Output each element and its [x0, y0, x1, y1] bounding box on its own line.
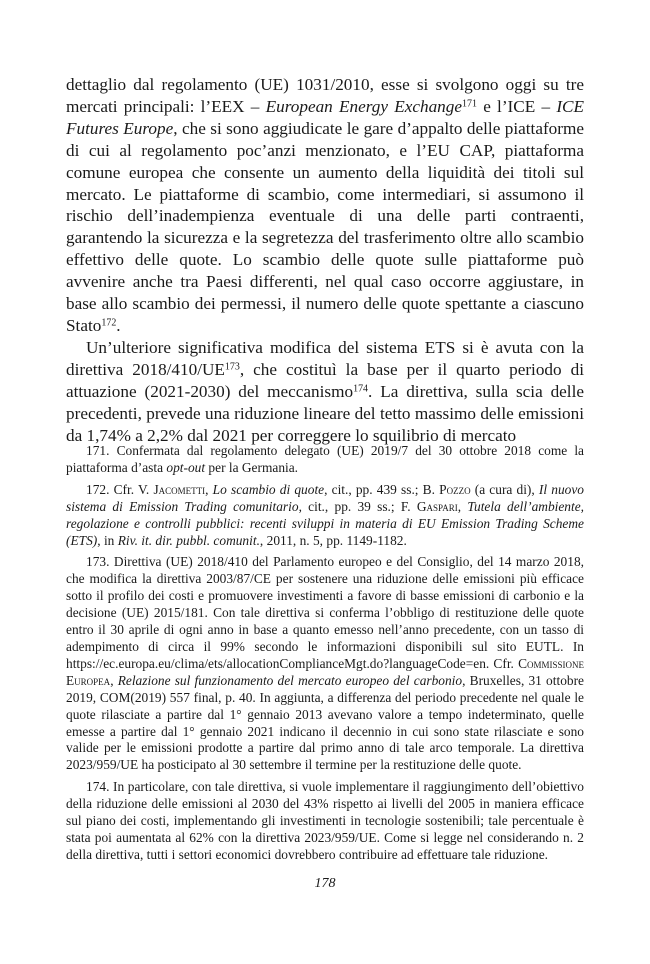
paragraph-2: Un’ulteriore significativa modifica del sistema ETS si è avuta con la direttiva 2018/410/UE$^{173}$, che costituì la base per il quarto periodo di attuazione (2021-2030) del meccanismo$^{174}$. La direttiva, sulla scia delle precedenti, prevede una riduzione lineare del tetto massimo delle emissioni da 1,74% a 2,2% dal 2021 per correggere lo squilibrio di mercato — [66, 337, 584, 445]
page-number: 178 — [314, 876, 336, 891]
footnote-ref-172[interactable]: 172 — [101, 317, 117, 329]
footnote-171: 171. Confermata dal regolamento delegato (UE) 2019/7 del 30 ottobre 2018 come la piattaforma d’asta opt-out per la Germania. — [66, 443, 584, 475]
body-text — [66, 74, 584, 446]
paragraph-1: dettaglio dal regolamento (UE) 1031/2010, esse si svolgono oggi su tre mercati principali: l’EEX – European Energy Exchange$^{171}$ e l’ICE – ICE Futures Europe, che si sono aggiudicate le gare d’appalto delle piattaforme di cui al regolamento poc’anzi menzionato, e l’EU CAP, piattaforma comune europea che consente un aumento della liquidità dei titoli sul mercato. Le piattaforme di scambio, come intermediari, si assumono il rischio dell’inadempienza eventuale di una delle parti contraenti, garantendo la sicurezza e la segretezza del trasferimento oltre allo scambio effettivo delle quote. Lo scambio delle quote sulle piattaforme può avvenire anche tra Paesi differenti, nel qual caso occorre aggiustare, in base allo scambio dei permessi, il numero delle quote spettante a ciascuno Stato$^{172}$. — [66, 75, 584, 335]
footnote-ref-174[interactable]: 174 — [353, 383, 369, 395]
footnote-ref-171[interactable]: 171 — [462, 98, 477, 110]
footnote-ref-173[interactable]: 173 — [224, 361, 240, 373]
footnotes — [66, 443, 584, 869]
footnote-174: 174. In particolare, con tale direttiva, si vuole implementare il raggiungimento dell’obiettivo della riduzione delle emissioni al 2030 del 43% rispetto ai livelli del 2005 in maniera efficace sul piano dei costi, implementando gli investimenti in tecnologie sostenibili; tale percentuale è stata poi aumentata al 62% con la direttiva 2023/959/UE. Come si legge nel considerando n. 2 della direttiva, tutti i settori economici dovrebbero contribuire ad effettuare tale riduzione. — [66, 779, 584, 862]
footnote-172: 172. Cfr. V. Jacometti, Lo scambio di quote, cit., pp. 439 ss.; B. Pozzo (a cura di), Il nuovo sistema di Emission Trading comunitario, cit., pp. 39 ss.; F. Gaspari, Tutela dell’ambiente, regolazione e controlli pubblici: recenti sviluppi in materia di EU Emission Trading Scheme (ETS), in Riv. it. dir. pubbl. comunit., 2011, n. 5, pp. 1149-1182. — [66, 481, 585, 548]
footnote-173: 173. Direttiva (UE) 2018/410 del Parlamento europeo e del Consiglio, del 14 marzo 2018, che modifica la direttiva 2003/87/CE per sostenere una riduzione delle emissioni più efficace sotto il profilo dei costi e promuovere investimenti a favore di basse emissioni di carbonio e la decisione (UE) 2015/181. Con tale direttiva si conferma l’obbligo di restituzione delle quote entro il 30 aprile di ogni anno in base a quanto emesso nell’anno precedente, con un tasso di adempimento di circa il 99% secondo le informazioni disponibili sul sito EUTL. In https://ec.europa.eu/clima/ets/allocationComplianceMgt.do?languageCode=en. Cfr. Commissione Europea, Relazione sul funzionamento del mercato europeo del carbonio, Bruxelles, 31 ottobre 2019, COM(2019) 557 final, p. 40. In aggiunta, a differenza del periodo precedente nel quale le quote rilasciate a partire dal 1° gennaio 2013 avevano valore a tempo indeterminato, quelle emesse a partire dal 1° gennaio 2021 indicano il decennio in cui sono state rilasciate e sono valide per le emissioni prodotte a partire dal primo anno di tale arco temporale. La direttiva 2023/959/UE ha posticipato al 30 settembre il termine per la restituzione delle quote. — [66, 554, 584, 773]
main-text — [66, 74, 584, 446]
